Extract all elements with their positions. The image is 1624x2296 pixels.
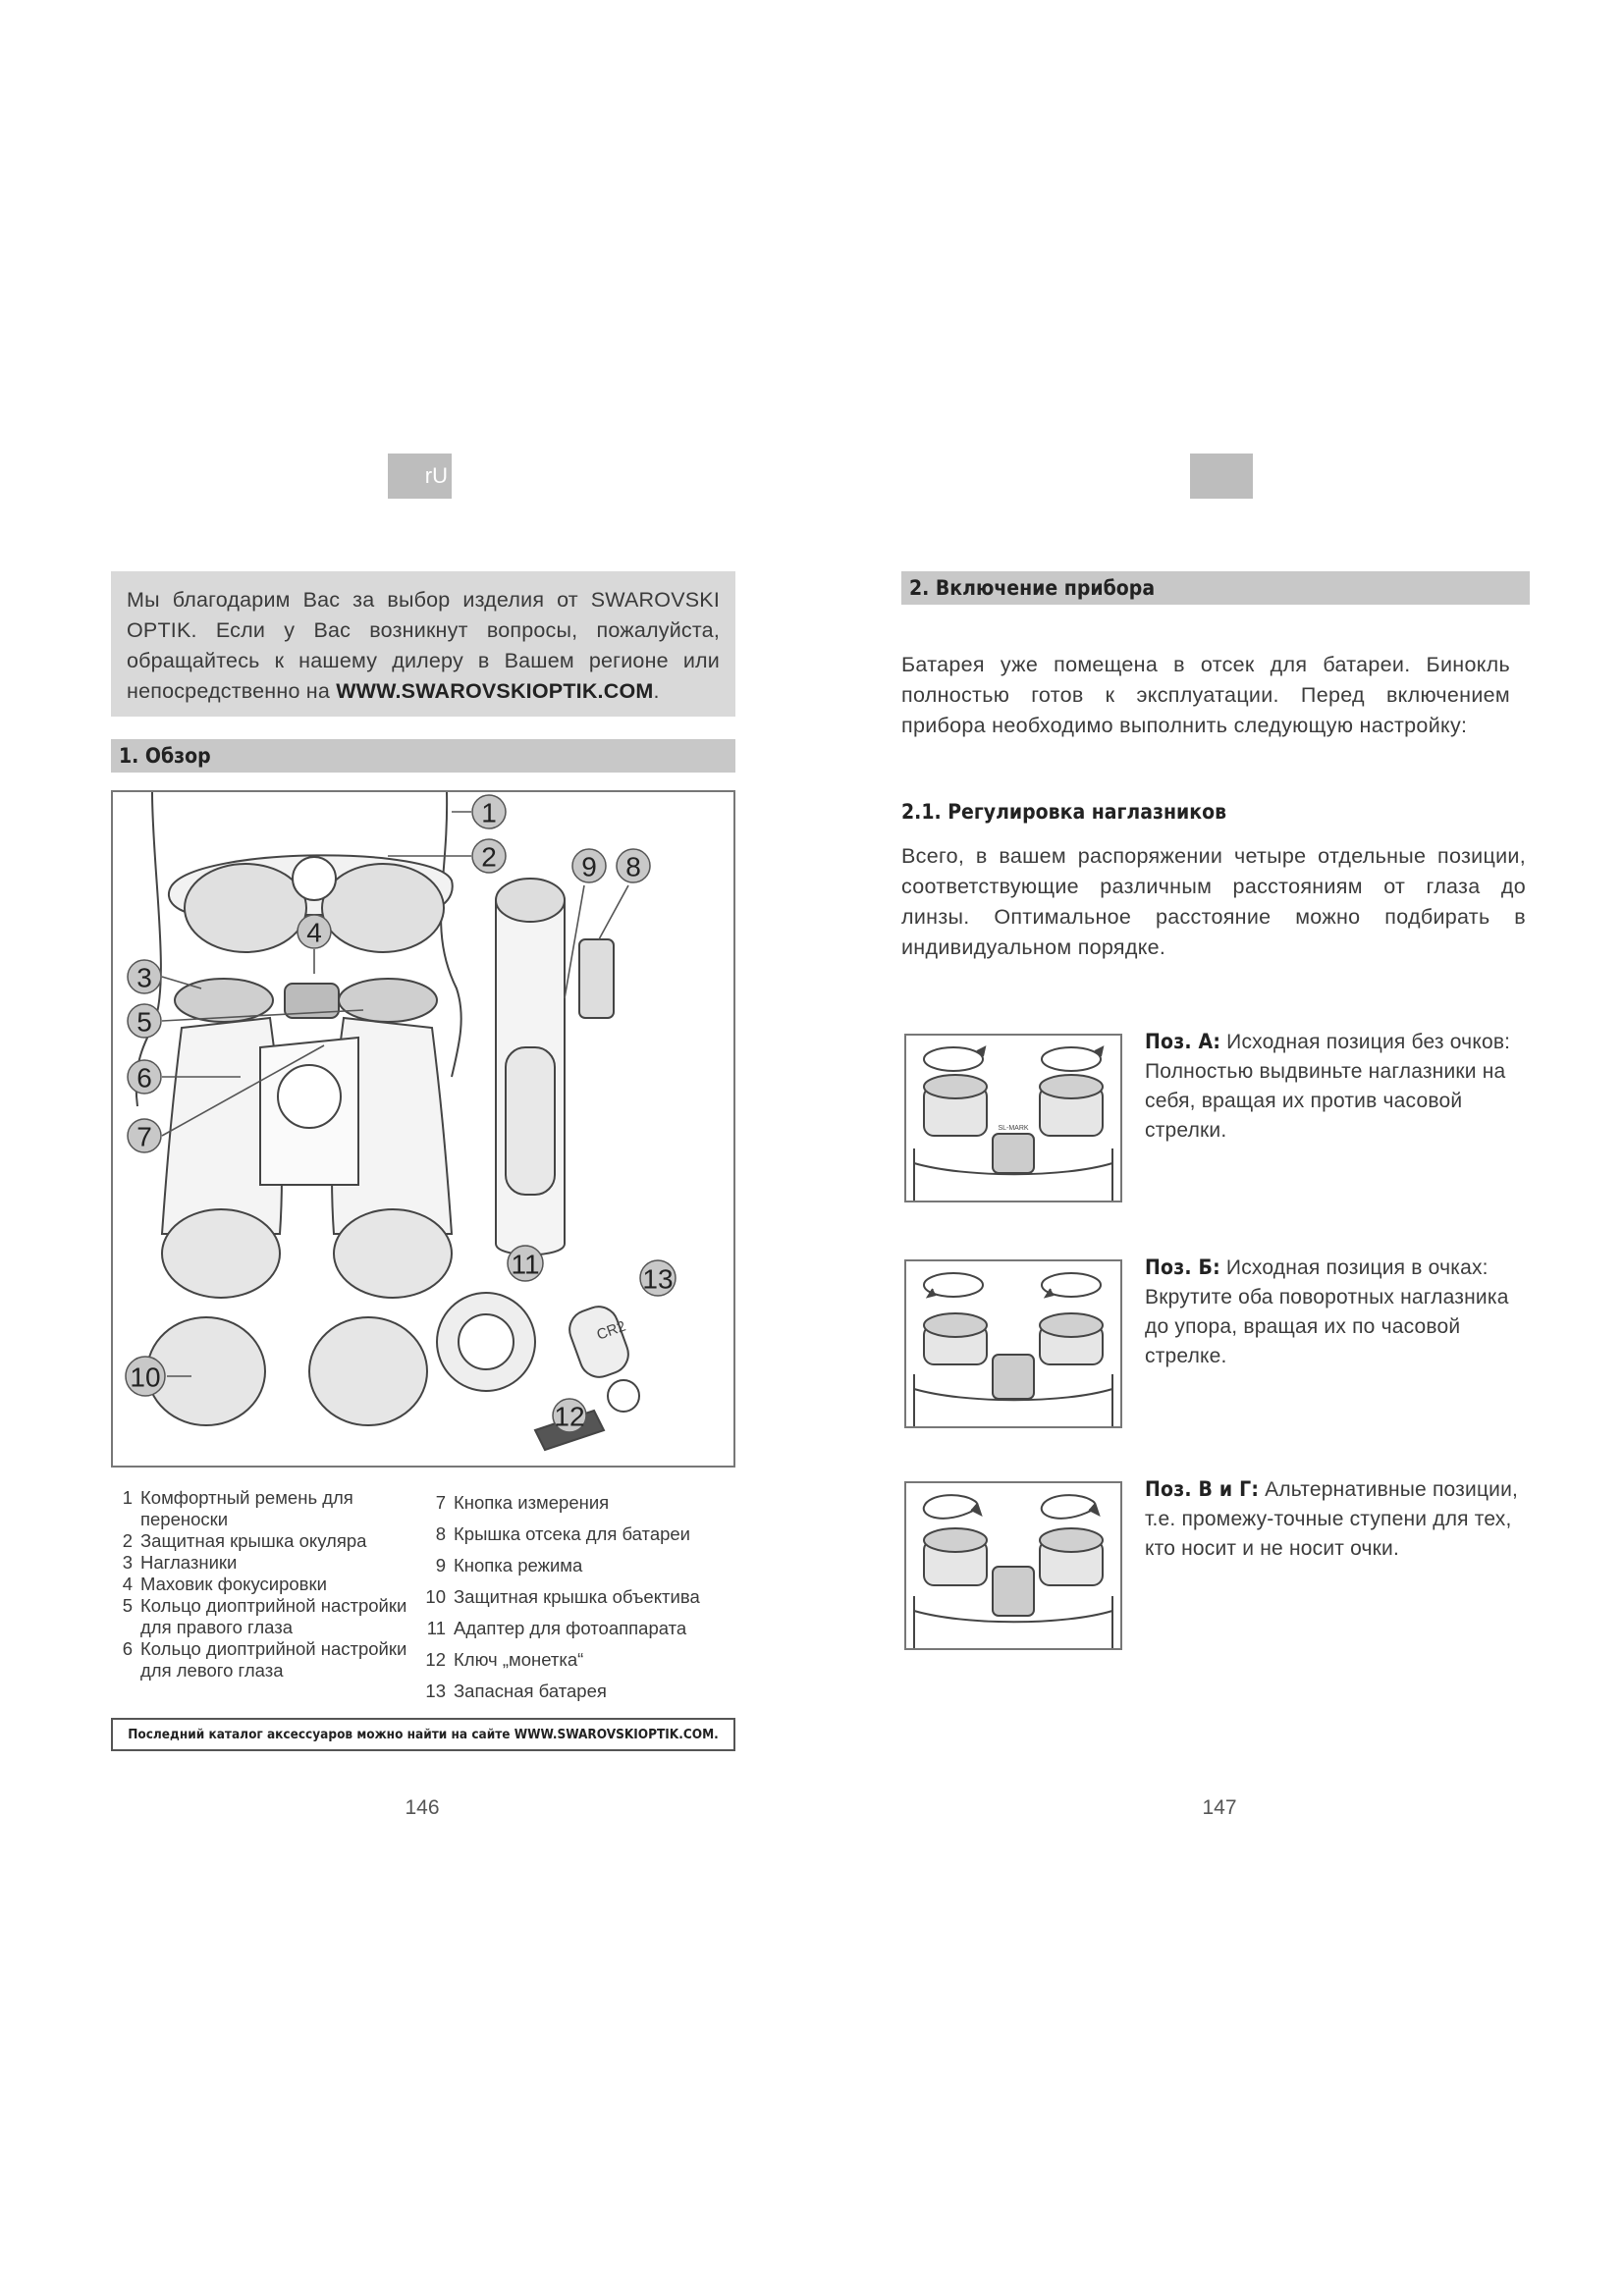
eyecup-figure-b [904,1259,1122,1428]
svg-text:2: 2 [481,841,497,873]
arrow-head-left [971,1503,981,1515]
callout-8 [617,849,650,882]
objective-left [162,1209,280,1298]
svg-text:11: 11 [511,1249,540,1280]
legend-item: 10 Защитная крышка объектива [425,1586,700,1607]
callout-3 [128,960,161,993]
callout-13 [640,1260,676,1296]
side-grip [506,1047,555,1195]
overview-figure [111,790,735,1468]
subsection-title-eyecups: 2.1. Регулировка наглазников [901,800,1227,824]
legend-item: 3 Наглазники [122,1552,238,1573]
leader-8 [599,885,628,939]
callout-11 [508,1246,543,1281]
section-title-power-on [901,571,1530,605]
legend-item: 9 Кнопка режима [435,1555,583,1575]
catalog-note-text: Последний каталог аксессуаров можно найти на сайте WWW.SWAROVSKIOPTIK.COM. [128,1727,719,1742]
callout-5 [128,1004,161,1038]
battery-cover [579,939,614,1018]
camera-adapter-inner [459,1314,514,1369]
page-number-left: 146 [405,1796,440,1819]
eyepiece-cover-bridge [293,857,336,900]
focus-knob [993,1567,1034,1616]
strap-right [441,792,461,1077]
strap-left [136,792,161,1106]
eyecup-figure-a [904,1034,1122,1202]
focus-knob [993,1355,1034,1399]
legend-right [424,1487,738,1707]
legend-left [111,1487,425,1682]
intro-box [111,571,735,717]
legend-item: 8 Крышка отсека для батареи [435,1523,691,1544]
eyecup-left-rim [924,1528,987,1552]
callout-7 [128,1119,161,1152]
binoculars-illustration [113,792,733,1466]
objective-right [334,1209,452,1298]
svg-text:3: 3 [136,962,152,993]
language-tab-right [1190,454,1253,499]
callout-6 [128,1060,161,1094]
eyecup-right [339,979,437,1022]
position-b-text: Поз. Б: Исходная позиция в очках: Вкрутите оба поворотных наглазника до упора, вращая их по часовой стрелке. [1145,1255,1509,1367]
callout-12 [553,1399,586,1432]
page-number-right: 147 [1202,1796,1237,1819]
catalog-note [111,1718,735,1751]
svg-text:1: 1 [481,797,497,828]
section-title-overview-text: 1. Обзор [119,744,211,768]
eyecup-figure-c [904,1481,1122,1650]
eyepiece-cover-left [185,864,306,952]
rotate-arrow-right [1042,1495,1095,1519]
eyecup-left-rim [924,1075,987,1098]
svg-text:5: 5 [136,1006,152,1038]
callout-10 [126,1357,165,1396]
eyecup-right-rim [1040,1075,1103,1098]
objective-cover-right [309,1317,427,1425]
callout-9 [572,849,606,882]
intro-text: Мы благодарим Вас за выбор изделия от SWAROVSKI OPTIK. Если у Вас возникнут вопросы, пожалуйста, обращайтесь к нашему дилеру в Вашем регионе или непосредственно на [127,588,720,703]
arrow-head-right [1089,1503,1099,1515]
svg-text:12: 12 [554,1401,585,1432]
rotate-arrow-right [1042,1047,1101,1071]
coin-key-ring [608,1380,639,1412]
side-eyecup [496,879,565,922]
eyecup-right-rim [1040,1313,1103,1337]
language-tab [388,454,452,499]
position-a-text: Поз. А: Исходная позиция без очков: Полностью выдвиньте наглазники на себя, вращая их против часовой стрелки. [1145,1030,1511,1142]
legend-item: 7 Кнопка измерения [435,1492,610,1513]
eyecup-marking: SL-MARK [998,1125,1029,1132]
svg-text:6: 6 [136,1062,152,1094]
power-on-intro: Батарея уже помещена в отсек для батареи. Бинокль полностью готов к эксплуатации. Перед включением прибора необходимо выполнить следующую настройку: [901,653,1510,737]
position-c-text: Поз. В и Г: Альтернативные позиции, т.е. промежу-точные ступени для тех, кто носит и не носит очки. [1145,1477,1519,1560]
svg-text:9: 9 [581,851,597,882]
intro-end: . [653,679,660,703]
eyecup-intermediate-illustration [906,1483,1120,1648]
section-title-overview [111,739,735,773]
website-link[interactable]: WWW.SWAROVSKIOPTIK.COM [336,679,654,703]
legend-item: 4 Маховик фокусировки [122,1574,327,1594]
eyepiece-cover-right [322,864,444,952]
legend-item: 5 Кольцо диоптрийной настройки для правого глаза [122,1595,407,1637]
callout-1 [472,795,506,828]
callout-2 [472,839,506,873]
language-tab-label: rU [424,463,448,488]
eyecup-retracted-illustration [906,1261,1120,1426]
svg-text:4: 4 [306,917,322,948]
battery-label: CR2 [594,1317,628,1344]
legend-item: 12 Ключ „монетка“ [425,1649,584,1670]
eyecups-description: Всего, в вашем распоряжении четыре отдельные позиции, соответствующие различным расстояниям от глаза до линзы. Оптимальное расстояние можно подбирать в индивидуальном порядке. [901,844,1526,959]
arrow-head-right [1046,1289,1054,1297]
section-title-power-on-text: 2. Включение прибора [909,576,1156,600]
binocular-hinge [278,1065,341,1128]
legend-item: 1 Комфортный ремень для переноски [122,1487,353,1529]
focus-knob [993,1134,1034,1173]
legend-item: 13 Запасная батарея [425,1681,607,1701]
svg-text:13: 13 [642,1263,674,1295]
legend-item: 2 Защитная крышка окуляра [122,1530,367,1551]
svg-text:8: 8 [625,851,641,882]
legend-item: 6 Кольцо диоптрийной настройки для левого глаза [122,1638,407,1681]
legend-item: 11 Адаптер для фотоаппарата [426,1618,687,1638]
eyecup-right-rim [1040,1528,1103,1552]
arrow-head-left [928,1289,936,1297]
eyecup-left-rim [924,1313,987,1337]
svg-text:7: 7 [136,1121,152,1152]
rotate-arrow-left [924,1495,977,1519]
svg-text:10: 10 [130,1362,161,1393]
rotate-arrow-left [924,1047,983,1071]
callout-4 [298,915,331,948]
eyecup-extended-illustration [906,1036,1120,1201]
